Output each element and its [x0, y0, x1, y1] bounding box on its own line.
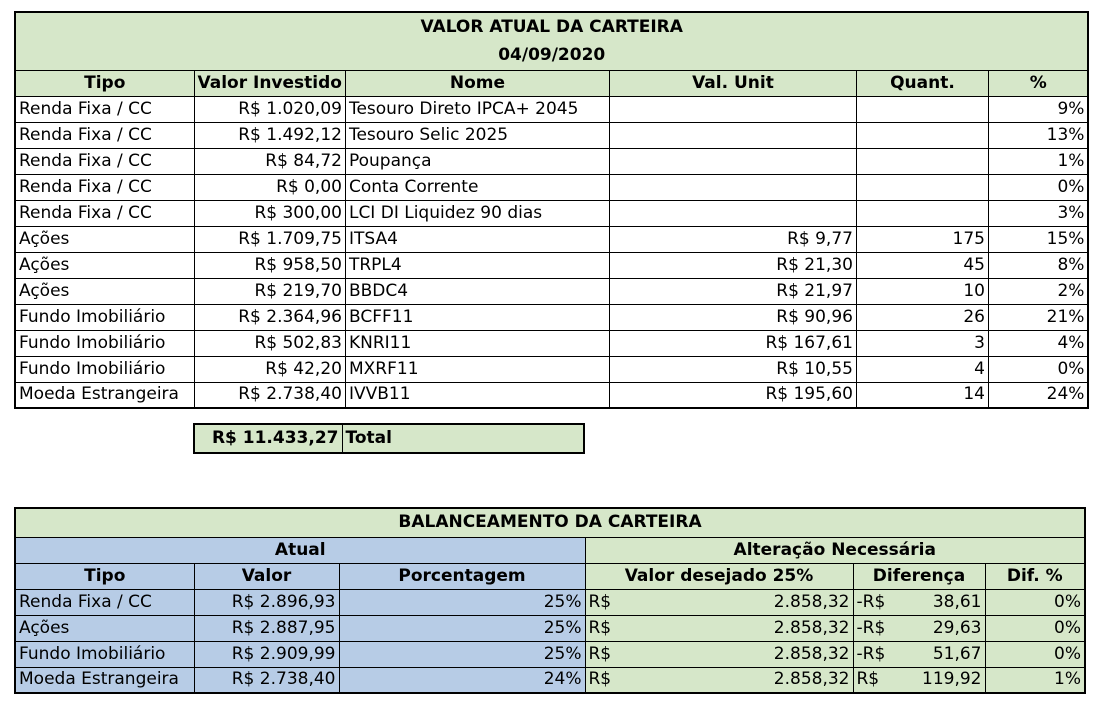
cell-quant — [856, 96, 988, 122]
amount: 29,63 — [932, 617, 982, 638]
col-header-quant: Quant. — [856, 70, 988, 96]
cell-diferenca — [853, 615, 985, 641]
cell-valor-desejado — [585, 641, 853, 667]
cell-valor: R$ 2.364,96 — [194, 304, 345, 330]
cell-val-unit: R$ 167,61 — [609, 330, 856, 356]
amount: 51,67 — [932, 643, 982, 664]
cell-dif-percent: 0% — [985, 641, 1085, 667]
cell-quant: 175 — [856, 226, 988, 252]
cell-tipo: Fundo Imobiliário — [15, 330, 194, 356]
currency-label: -R$ — [856, 617, 886, 638]
cell-quant: 45 — [856, 252, 988, 278]
cell-nome: ITSA4 — [345, 226, 609, 252]
cell-valor: R$ 2.887,95 — [194, 615, 339, 641]
cell-tipo: Renda Fixa / CC — [15, 148, 194, 174]
table-row — [15, 382, 1088, 408]
cell-percent: 4% — [988, 330, 1088, 356]
group-alteracao: Alteração Necessária — [585, 537, 1085, 563]
table-row — [15, 148, 1088, 174]
cell-val-unit — [609, 148, 856, 174]
table-row — [15, 96, 1088, 122]
total-box — [193, 423, 585, 454]
cell-val-unit — [609, 96, 856, 122]
cell-diferenca — [853, 667, 985, 693]
table-row — [15, 615, 1085, 641]
amount: 2.858,32 — [773, 591, 850, 612]
cell-val-unit — [609, 200, 856, 226]
cell-valor-desejado — [585, 667, 853, 693]
cell-dif-percent: 1% — [985, 667, 1085, 693]
amount: 2.858,32 — [773, 643, 850, 664]
table-row — [15, 356, 1088, 382]
col-header-valor-investido: Valor Investido — [194, 70, 345, 96]
cell-val-unit: R$ 9,77 — [609, 226, 856, 252]
cell-tipo: Ações — [15, 252, 194, 278]
cell-valor: R$ 300,00 — [194, 200, 345, 226]
cell-val-unit — [609, 174, 856, 200]
col-header-valor-desejado: Valor desejado 25% — [585, 563, 853, 589]
cell-tipo: Moeda Estrangeira — [15, 382, 194, 408]
cell-nome: LCI DI Liquidez 90 dias — [345, 200, 609, 226]
cell-tipo: Ações — [15, 226, 194, 252]
table-row — [15, 330, 1088, 356]
col-header-nome: Nome — [345, 70, 609, 96]
cell-valor: R$ 1.709,75 — [194, 226, 345, 252]
cell-quant — [856, 148, 988, 174]
cell-percent: 24% — [988, 382, 1088, 408]
amount: 2.858,32 — [773, 617, 850, 638]
col-header-dif-percent: Dif. % — [985, 563, 1085, 589]
cell-porcentagem: 25% — [339, 615, 585, 641]
cell-valor-desejado — [585, 615, 853, 641]
cell-diferenca — [853, 641, 985, 667]
cell-percent: 0% — [988, 356, 1088, 382]
currency-label: R$ — [588, 669, 612, 690]
cell-percent: 2% — [988, 278, 1088, 304]
cell-valor: R$ 84,72 — [194, 148, 345, 174]
col-header-tipo: Tipo — [15, 70, 194, 96]
cell-porcentagem: 24% — [339, 667, 585, 693]
cell-val-unit: R$ 21,97 — [609, 278, 856, 304]
cell-valor: R$ 2.738,40 — [194, 667, 339, 693]
cell-val-unit — [609, 122, 856, 148]
cell-quant: 26 — [856, 304, 988, 330]
cell-nome: MXRF11 — [345, 356, 609, 382]
table-row — [15, 174, 1088, 200]
currency-label: -R$ — [856, 643, 886, 664]
cell-porcentagem: 25% — [339, 589, 585, 615]
cell-valor: R$ 2.909,99 — [194, 641, 339, 667]
total-label: Total — [342, 424, 584, 453]
cell-val-unit: R$ 195,60 — [609, 382, 856, 408]
cell-quant: 10 — [856, 278, 988, 304]
portfolio-date: 04/09/2020 — [15, 41, 1088, 70]
rebalance-title: BALANCEAMENTO DA CARTEIRA — [15, 508, 1085, 537]
cell-nome: BCFF11 — [345, 304, 609, 330]
portfolio-table — [14, 11, 1089, 409]
total-value: R$ 11.433,27 — [194, 424, 342, 453]
cell-percent: 1% — [988, 148, 1088, 174]
cell-nome: KNRI11 — [345, 330, 609, 356]
cell-percent: 0% — [988, 174, 1088, 200]
cell-percent: 13% — [988, 122, 1088, 148]
cell-valor: R$ 0,00 — [194, 174, 345, 200]
cell-valor-desejado — [585, 589, 853, 615]
amount: 2.858,32 — [773, 669, 850, 690]
currency-label: R$ — [856, 669, 880, 690]
cell-nome: Poupança — [345, 148, 609, 174]
cell-valor: R$ 42,20 — [194, 356, 345, 382]
cell-val-unit: R$ 21,30 — [609, 252, 856, 278]
currency-label: R$ — [588, 643, 612, 664]
col-header-valor: Valor — [194, 563, 339, 589]
amount: 38,61 — [932, 591, 982, 612]
cell-valor: R$ 219,70 — [194, 278, 345, 304]
rebalance-table — [14, 507, 1086, 694]
group-atual: Atual — [15, 537, 585, 563]
cell-tipo: Renda Fixa / CC — [15, 122, 194, 148]
cell-quant: 4 — [856, 356, 988, 382]
col-header-val-unit: Val. Unit — [609, 70, 856, 96]
table-row — [15, 641, 1085, 667]
cell-tipo: Ações — [15, 615, 194, 641]
cell-percent: 8% — [988, 252, 1088, 278]
table-row — [15, 304, 1088, 330]
table-row — [15, 278, 1088, 304]
cell-quant — [856, 122, 988, 148]
cell-tipo: Fundo Imobiliário — [15, 356, 194, 382]
amount: 119,92 — [922, 669, 982, 690]
portfolio-title: VALOR ATUAL DA CARTEIRA — [15, 12, 1088, 41]
col-header-diferenca: Diferença — [853, 563, 985, 589]
cell-tipo: Renda Fixa / CC — [15, 174, 194, 200]
cell-diferenca — [853, 589, 985, 615]
cell-valor: R$ 2.738,40 — [194, 382, 345, 408]
cell-quant: 3 — [856, 330, 988, 356]
cell-nome: Conta Corrente — [345, 174, 609, 200]
cell-nome: IVVB11 — [345, 382, 609, 408]
cell-val-unit: R$ 10,55 — [609, 356, 856, 382]
cell-percent: 15% — [988, 226, 1088, 252]
cell-nome: Tesouro Direto IPCA+ 2045 — [345, 96, 609, 122]
table-row — [15, 122, 1088, 148]
table-row — [15, 226, 1088, 252]
cell-quant: 14 — [856, 382, 988, 408]
table-row — [15, 252, 1088, 278]
col-header-porcentagem: Porcentagem — [339, 563, 585, 589]
currency-label: R$ — [588, 617, 612, 638]
cell-val-unit: R$ 90,96 — [609, 304, 856, 330]
col-header-tipo: Tipo — [15, 563, 194, 589]
cell-quant — [856, 174, 988, 200]
cell-valor: R$ 502,83 — [194, 330, 345, 356]
col-header-percent: % — [988, 70, 1088, 96]
cell-tipo: Renda Fixa / CC — [15, 200, 194, 226]
table-row — [15, 667, 1085, 693]
cell-tipo: Moeda Estrangeira — [15, 667, 194, 693]
cell-percent: 9% — [988, 96, 1088, 122]
table-row — [15, 589, 1085, 615]
currency-label: -R$ — [856, 591, 886, 612]
cell-tipo: Ações — [15, 278, 194, 304]
cell-nome: BBDC4 — [345, 278, 609, 304]
cell-dif-percent: 0% — [985, 589, 1085, 615]
cell-valor: R$ 1.020,09 — [194, 96, 345, 122]
cell-tipo: Renda Fixa / CC — [15, 589, 194, 615]
cell-valor: R$ 958,50 — [194, 252, 345, 278]
cell-percent: 3% — [988, 200, 1088, 226]
cell-valor: R$ 1.492,12 — [194, 122, 345, 148]
cell-nome: Tesouro Selic 2025 — [345, 122, 609, 148]
cell-dif-percent: 0% — [985, 615, 1085, 641]
cell-tipo: Fundo Imobiliário — [15, 641, 194, 667]
cell-nome: TRPL4 — [345, 252, 609, 278]
currency-label: R$ — [588, 591, 612, 612]
cell-tipo: Renda Fixa / CC — [15, 96, 194, 122]
cell-valor: R$ 2.896,93 — [194, 589, 339, 615]
cell-tipo: Fundo Imobiliário — [15, 304, 194, 330]
table-row — [15, 200, 1088, 226]
cell-percent: 21% — [988, 304, 1088, 330]
cell-quant — [856, 200, 988, 226]
cell-porcentagem: 25% — [339, 641, 585, 667]
